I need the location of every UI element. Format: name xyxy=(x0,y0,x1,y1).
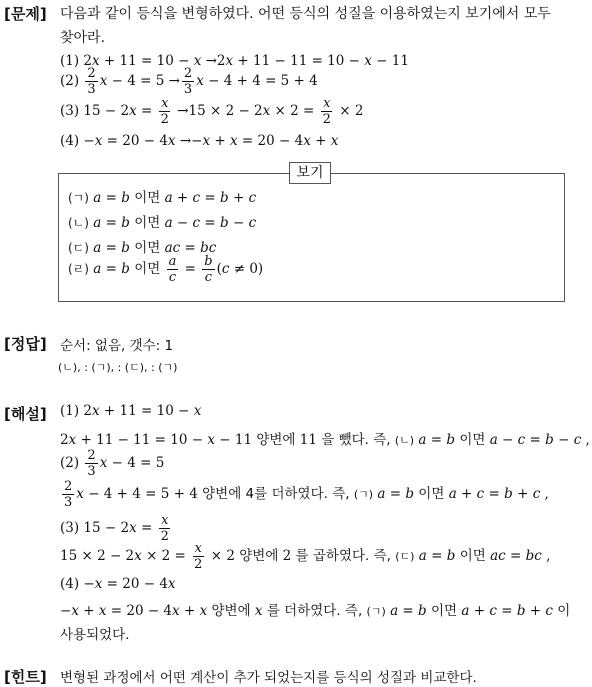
problem-item-2: (2) $\frac{2}{3}$ x − 4 = 5 → $\frac{2}{3}$ x − 4 + 4 = 5 + 4 xyxy=(60,66,318,97)
solution-line-4: $\frac{2}{3}$ x − 4 + 4 = 5 + 4 양변에 4를 더하였다. 즉, (ㄱ) a = b 이면 a + c = b + c , xyxy=(64,479,549,510)
solution-line-9: 사용되었다. xyxy=(60,627,130,643)
solution-line-5: (3) 15 − 2x = $\frac{x}{2}$ xyxy=(60,513,169,544)
answer-line1: 순서: 없음, 갯수: 1 xyxy=(60,338,174,354)
problem-label: [문제] xyxy=(4,5,47,23)
answer-label: [정답] xyxy=(4,335,47,353)
solution-line-8: −x + x = 20 − 4x + x 양변에 x 를 더하였다. 즉, (ㄱ) a = b 이면 a + c = b + c 이 xyxy=(60,603,571,619)
solution-line-2: 2x + 11 − 11 = 10 − x − 11 양변에 11 을 뺐다. 즉, (ㄴ) a = b 이면 a − c = b − c , xyxy=(60,432,590,448)
problem-intro-line2: 찾아라. xyxy=(60,30,106,46)
problem-item-4: (4) −x = 20 − 4x →−x + x = 20 − 4x + x xyxy=(60,133,339,149)
solution-line-6: 15 × 2 − 2x × 2 = $\frac{x}{2}$ × 2 양변에 2 를 곱하였다. 즉, (ㄷ) a = b 이면 ac = bc , xyxy=(60,541,551,572)
problem-intro-line1: 다음과 같이 등식을 변형하였다. 어떤 등식의 성질을 이용하였는지 보기에서 모두 xyxy=(60,6,551,22)
box-option-1: (ㄱ) a = b 이면 a + c = b + c xyxy=(68,190,257,206)
solution-line-3: (2) $\frac{2}{3}$ x − 4 = 5 xyxy=(60,448,165,479)
hint-text: 변형된 과정에서 어떤 계산이 추가 되었는지를 등식의 성질과 비교한다. xyxy=(60,670,477,686)
example-box-title: 보기 xyxy=(289,162,331,184)
box-option-4: (ㄹ) a = b 이면 $\frac{a}{c}$ = $\frac{b}{c}$ (c ≠ 0) xyxy=(68,254,264,285)
problem-item-3: (3) 15 − 2x = $\frac{x}{2}$ →15 × 2 − 2x × 2 = $\frac{x}{2}$ × 2 xyxy=(60,96,364,127)
answer-line2: (ㄴ), : (ㄱ), : (ㄷ), : (ㄱ) xyxy=(58,361,178,374)
box-option-3: (ㄷ) a = b 이면 ac = bc xyxy=(68,240,217,256)
solution-line-7: (4) −x = 20 − 4x xyxy=(60,576,176,592)
hint-label: [힌트] xyxy=(4,668,47,686)
box-option-2: (ㄴ) a = b 이면 a − c = b − c xyxy=(68,215,257,231)
solution-label: [해설] xyxy=(4,405,47,423)
problem-item-1: (1) 2x + 11 = 10 − x →2x + 11 − 11 = 10 − x − 11 xyxy=(60,53,409,69)
solution-line-1: (1) 2x + 11 = 10 − x xyxy=(60,403,202,419)
